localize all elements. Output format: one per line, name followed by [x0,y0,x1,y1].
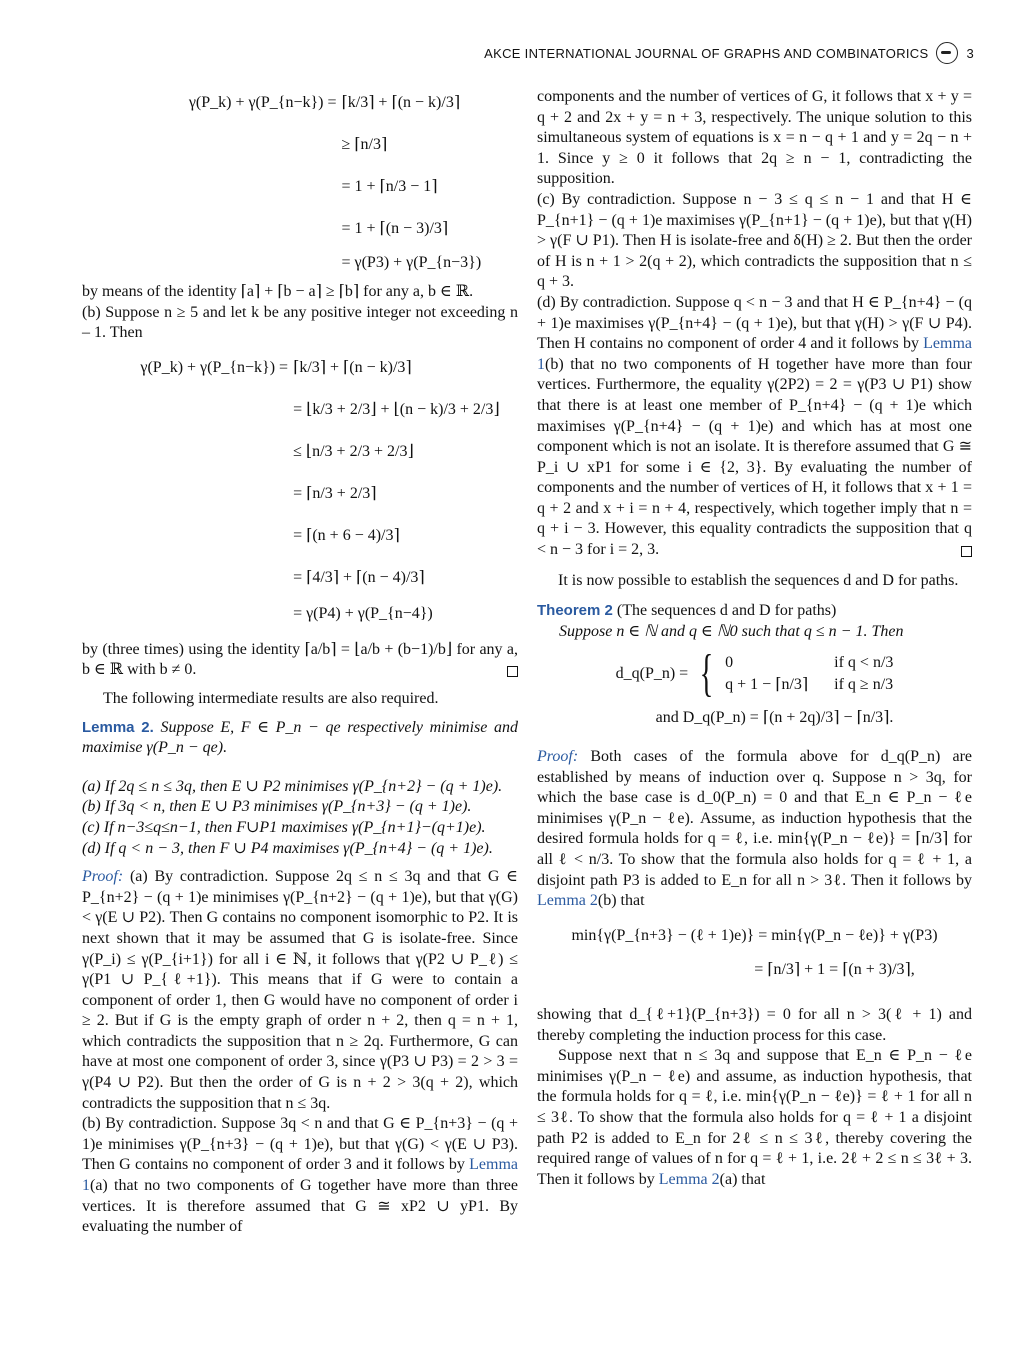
eq1-row: = γ(P3) + γ(P_{n−3}) [341,253,482,271]
proof-text-post: (b) that [597,892,645,910]
journal-logo-icon [936,42,958,64]
eq3-rhs: = ⌈n/3⌉ + 1 = ⌈(n + 3)/3⌉, [754,961,915,979]
eq2-row: = ⌈4/3⌉ + ⌈(n − 4)/3⌉ [293,569,425,587]
lemma-2-items [82,777,518,859]
dq-lhs: d_q(P_n) = [615,665,689,683]
eq1-lhs: γ(P_k) + γ(P_{n−k}) = [188,93,337,111]
lemma-1-link[interactable]: Lemma 1 [537,335,972,373]
right-column [537,87,972,1190]
paragraph: showing that d_{ℓ+1}(P_{n+3}) = 0 for all n > 3(ℓ + 1) and thereby completing the induction process for this case. [537,1005,972,1044]
paragraph: components and the number of vertices of G, it follows that x + y = q + 2 and 2x + y = n + 3, respectively. The unique solution to this simultaneous system of equations is x = n − q + 1 and y = 2q − n + 1. Since y ≥ 0 it follows that 2q ≥ n − 1, contradicting the supposition. [537,88,972,188]
lemma-2-body: Suppose E, F ∈ P_n − qe respectively minimise and maximise γ(P_n − qe). [82,718,519,757]
proof-d-text: (d) By contradiction. Suppose q < n − 3 and that H ∈ P_{n+4} − (q + 1)e maximises γ(P_{n+4} − (q + 1)e), but that γ(H) > γ(F ∪ P4). Then H contains no component of order 4 and it follows by [537,293,972,353]
running-header [484,42,974,64]
Dq-formula: and D_q(P_n) = ⌈(n + 2q)/3⌉ − ⌈n/3⌉. [655,709,894,727]
proof-a-text: (a) By contradiction. Suppose 2q ≤ n ≤ 3q and that G ∈ P_{n+2} − (q + 1)e minimises γ(P_{n+2} − (q + 1)e), but that γ(G) < γ(E ∪ P2). Then G contains no component isomorphic to P2. It is next shown that it may be assumed that G is isolate-free. Since γ(P_i) ≤ γ(P_{i+1}) for all i ∈ ℕ, it follows that γ(P2 ∪ P_ℓ) ≤ γ(P1 ∪ P_{ℓ+1}). This means that if G were to contain a component of order 1, then G would have no component of order i ≥ 2. But if G is the empty graph of order n + 2, then q = n + 1, which contradicts the supposition that n ≥ 2q. Furthermore, G can have at most one component of order 3, since γ(P3 ∪ P3) = 2 > 3 = γ(P4 ∪ P2). But then the order of G is n + 2 > 3(q + 2), which contradicts the supposition that n ≤ 3q. [82,868,519,1112]
eq2-row: ⌈k/3⌉ + ⌈(n − k)/3⌉ [293,359,412,377]
paragraph: It is now possible to establish the sequences d and D for paths. [558,571,959,589]
eq1-row: ⌈k/3⌉ + ⌈(n − k)/3⌉ [341,93,461,111]
eq2-row: = γ(P4) + γ(P_{n−4}) [293,605,433,623]
lemma-2-link[interactable]: Lemma 2 [537,892,598,910]
equation-block-2 [122,348,518,630]
proof-text: Both cases of the formula above for d_q(P_n) are established by means of induction over q. Suppose n > 3q, for which the base case is d_0(P_n) = 0 and that E_n ∈ P_n − ℓe minimises γ(P_n − ℓe). Assume, as induction hypothesis that the desired formula holds for q = ℓ, i.e. min{γ(P_n − ℓe)} = ⌈n/3⌉ for all ℓ < n/3. To show that the formula also holds for q = ℓ + 1, a disjoint path P3 is added to E_n for all n > 3ℓ. Then it follows by [537,748,973,889]
qed-icon [961,546,972,557]
proof-a [82,867,518,1114]
lemma-item: (a) If 2q ≤ n ≤ 3q, then E ∪ P2 minimises γ(P_{n+2} − (q + 1)e). [82,777,503,795]
journal-title: AKCE INTERNATIONAL JOURNAL OF GRAPHS AND COMBINATORICS [484,45,929,61]
theorem-2-subtitle: (The sequences d and D for paths) [616,602,837,620]
paragraph [537,293,972,561]
theorem-2-cases [537,645,972,703]
paragraph: (c) By contradiction. Suppose n − 3 ≤ q ≤ n − 1 and that H ∈ P_{n+1} − (q + 1)e maximises γ(P_{n+1} − (q + 1)e), but that γ(H) > γ(F ∪ P1). Then H is isolate-free and δ(H) ≥ 2. But then the order of H is n + 1 > 2(q + 2), which contradicts the supposition that n ≤ q + 3. [537,190,972,291]
equation-block-1 [152,82,518,276]
theorem-2-body: Suppose n ∈ ℕ and q ∈ ℕ0 such that q ≤ n − 1. Then [559,622,904,640]
case-rows [725,653,893,696]
lemma-2 [82,718,518,759]
eq2-lhs: γ(P_k) + γ(P_{n−k}) = [140,359,289,377]
paragraph: by means of the identity ⌈a⌉ + ⌈b − a⌉ ≥ ⌈b⌉ for any a, b ∈ ℝ. [82,283,474,300]
equation-block-3 [537,926,972,981]
paragraph: The following intermediate results are also required. [103,689,439,707]
lemma-1-link[interactable]: Lemma 1 [82,1156,518,1195]
theorem-2 [537,601,972,622]
proof-b [82,1114,518,1238]
lemma-item: (b) If 3q < n, then E ∪ P3 minimises γ(P_{n+3} − (q + 1)e). [82,798,472,816]
left-column [82,82,518,1238]
case-1-condition: if q < n/3 [834,653,894,671]
paragraph [82,640,518,681]
proof-label: Proof: [82,868,124,886]
eq2-row: ≤ ⌊n/3 + 2/3 + 2/3⌋ [293,443,414,461]
eq2-row: = ⌈(n + 6 − 4)/3⌉ [293,527,400,545]
proof-d-text-post: (b) that no two components of H together have more than four vertices. Furthermore, the equality γ(2P2) = 2 = γ(P3 ∪ P1) show that there is at least one member of P_{n+4} − (q + 1)e which maximises γ(P_{n+4} − (q + 1)e) and which has at most one component which is not an isolate. It is therefore assumed that G ≅ P_i ∪ xP1 for some i ∈ {2, 3}. By evaluating the number of components and the number of vertices of H, it follows that x + 1 = q + 2 and x + i = n + 4, respectively, which together imply that n = q + i − 3. However, this equality contradicts the supposition that q < n − 3 for i = 2, 3. [537,355,972,559]
lemma-item: (c) If n−3≤q≤n−1, then F∪P1 maximises γ(P_{n+1}−(q+1)e). [82,818,486,836]
proof-b-text-post: (a) that no two components of G together have more than three vertices. It is therefore assumed that G ≅ xP2 ∪ yP1. By evaluating the number of [82,1177,518,1236]
paragraph [537,1046,972,1190]
eq3-lhs: min{γ(P_{n+3} − (ℓ + 1)e)} = min{γ(P_n − ℓe)} + γ(P3) [571,926,938,944]
lemma-2-title: Lemma 2. [82,718,154,736]
proof [537,747,972,912]
lemma-item: (d) If q < n − 3, then F ∪ P4 maximises γ(P_{n+4} − (q + 1)e). [82,839,493,857]
identity-text: by (three times) using the identity ⌈a/b⌉ = ⌊a/b + (b−1)/b⌋ for any a, b ∈ ℝ with b ≠ 0. [82,640,518,679]
eq1-row: = 1 + ⌈(n − 3)/3⌉ [341,219,449,237]
proof-b-text: (b) By contradiction. Suppose 3q < n and that G ∈ P_{n+3} − (q + 1)e minimises γ(P_{n+3} − (q + 1)e), but that γ(G) < γ(E ∪ P3). Then G contains no component of order 3 and it follows by [82,1115,518,1174]
lemma-2-link[interactable]: Lemma 2 [658,1170,720,1188]
eq1-row: ≥ ⌈n/3⌉ [341,135,388,153]
case-2-condition: if q ≥ n/3 [834,676,894,694]
theorem-2-title: Theorem 2 [537,602,613,620]
proof-text-post: (a) that [719,1170,766,1188]
proof-label: Proof: [537,748,579,766]
case-1-value: 0 [725,653,734,671]
page-number: 3 [966,45,974,61]
eq2-row: = ⌊k/3 + 2/3⌋ + ⌊(n − k)/3 + 2/3⌋ [293,401,500,419]
case-2-value: q + 1 − ⌈n/3⌉ [725,676,809,694]
qed-icon [507,666,518,677]
eq2-row: = ⌈n/3 + 2/3⌉ [293,485,377,503]
paragraph: (b) Suppose n ≥ 5 and let k be any positive integer not exceeding n – 1. Then [82,303,518,342]
brace-icon: { [699,645,714,703]
eq1-row: = 1 + ⌈n/3 − 1⌉ [341,177,438,195]
proof-text: Suppose next that n ≤ 3q and suppose that E_n ∈ P_n − ℓe minimises γ(P_n − ℓe) and assume, as induction hypothesis, that the formula holds for q = ℓ, i.e. min{γ(P_n − ℓe)} = ℓ + 1 for all n ≤ 3ℓ. To show that the formula also holds for q = ℓ + 1 a disjoint path P2 is added to E_n for 2ℓ ≤ n ≤ 3ℓ, thereby covering the required range of values of n for q = ℓ + 1, i.e. 2ℓ + 2 ≤ n ≤ 3ℓ + 3. Then it follows by [537,1047,972,1188]
